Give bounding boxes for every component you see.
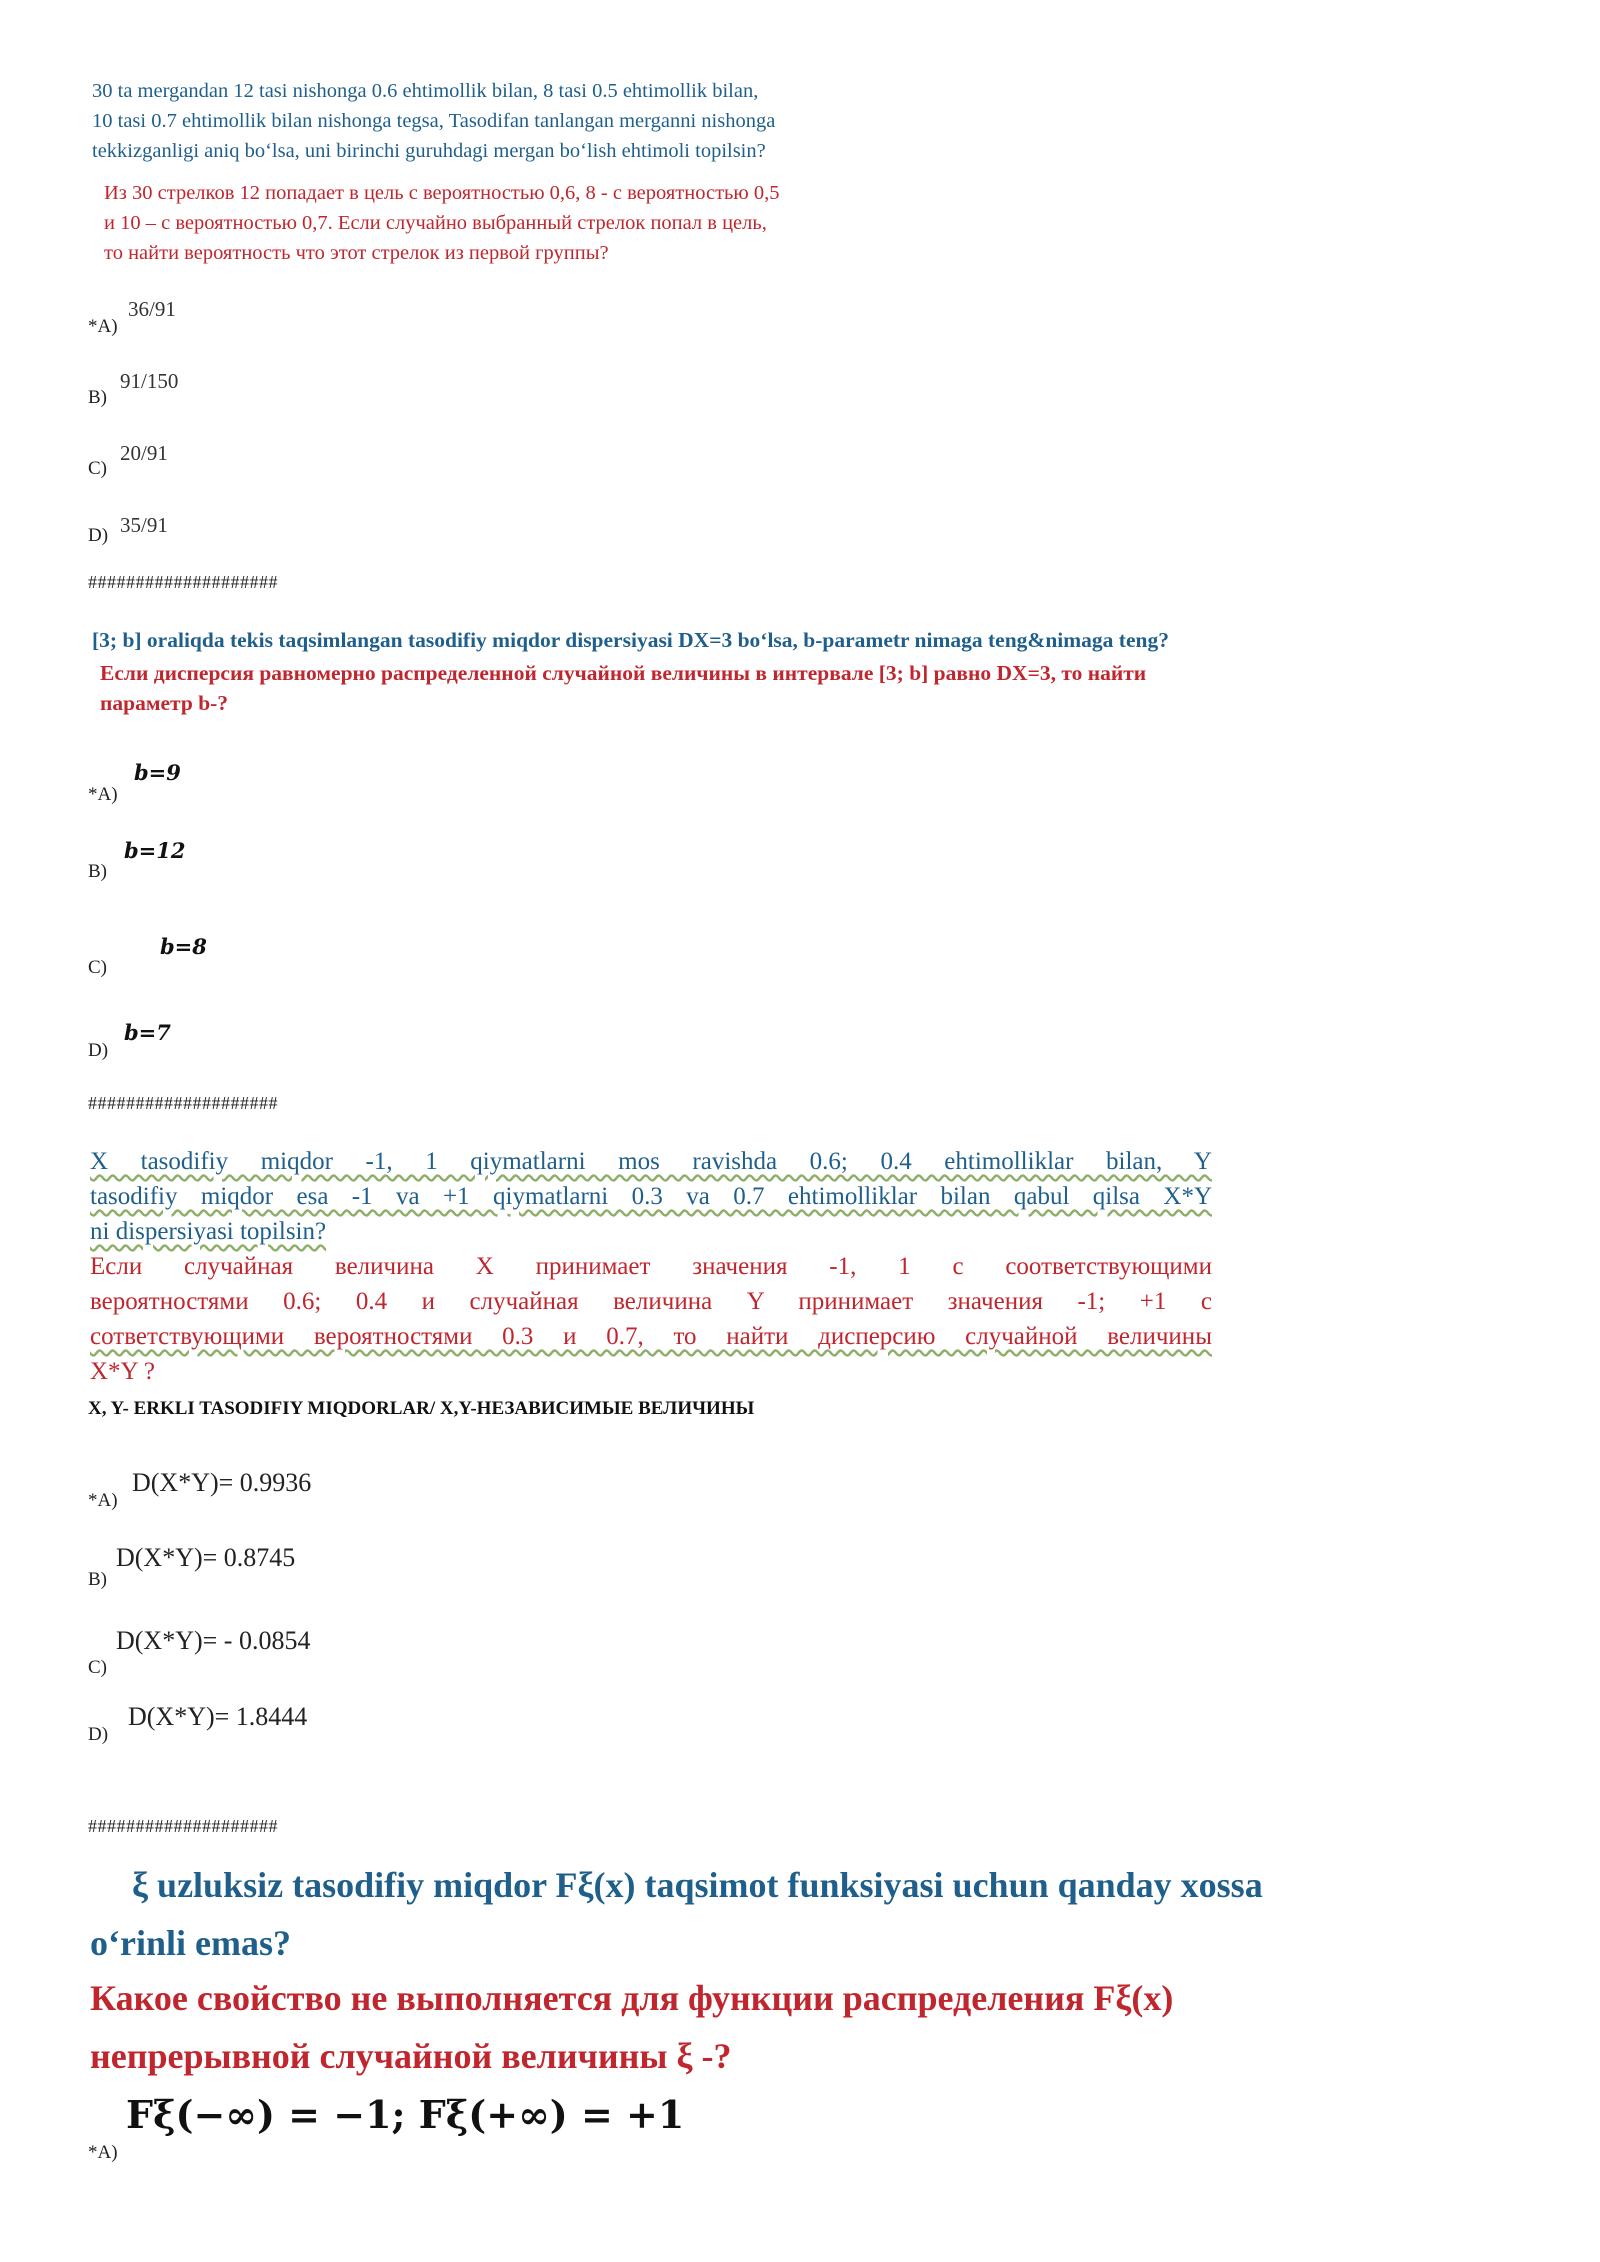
option-label: *A) — [88, 784, 118, 805]
option-answer[interactable]: 36/91 — [128, 297, 176, 321]
option-answer[interactable]: D(X*Y)= - 0.0854 — [116, 1626, 311, 1655]
q3-ru-text — [90, 1249, 1212, 1389]
q1-uz-line: 10 tasi 0.7 ehtimollik bilan nishonga tegsa, Tasodifan tanlangan merganni nishonga — [92, 110, 776, 132]
option-answer[interactable]: 91/150 — [120, 369, 179, 393]
q3-uz-text — [90, 1144, 1212, 1249]
q4-uz-text: ξ uzluksiz tasodifiy miqdor Fξ(x) taqsimot funksiyasi uchun qanday xossa — [132, 1865, 1263, 1905]
q1-ru-line: и 10 – с вероятностью 0,7. Если случайно выбранный стрелок попал в цель, — [104, 212, 767, 234]
q2-ru-text — [100, 658, 1146, 718]
q1-ru-line: Из 30 стрелков 12 попадает в цель с вероятностью 0,6, 8 - с вероятностью 0,5 — [104, 182, 780, 204]
question-separator: #################### — [88, 1093, 278, 1113]
option-label: *A) — [88, 1490, 118, 1511]
q4-uz-text: o‘rinli emas? — [90, 1923, 291, 1963]
option-answer[interactable]: b=7 — [124, 1020, 171, 1045]
q3-note: X, Y- ERKLI TASODIFIY MIQDORLAR/ X,Y-НЕЗАВИСИМЫЕ ВЕЛИЧИНЫ — [88, 1398, 755, 1419]
option-label: B) — [88, 861, 107, 882]
q1-uz-line: tekkizganligi aniq bo‘lsa, uni birinchi guruhdagi mergan bo‘lish ehtimoli topilsin? — [92, 140, 766, 162]
option-answer[interactable]: Fξ(−∞) = −1; Fξ(+∞) = +1 — [126, 2092, 685, 2137]
option-answer[interactable]: 20/91 — [120, 441, 168, 465]
option-label: C) — [88, 957, 107, 978]
q2-uz-text: [3; b] oraliqda tekis taqsimlangan tasodifiy miqdor dispersiyasi DX=3 bo‘lsa, b-parametr nimaga teng&nimaga teng? — [92, 628, 1169, 652]
q2-ru-line: Если дисперсия равномерно распределенной случайной величины в интервале [3; b] равно DX=3, то найти — [100, 661, 1147, 685]
option-label: C) — [88, 1657, 107, 1678]
option-label: *A) — [88, 2142, 118, 2163]
option-label: D) — [88, 1040, 109, 1061]
q4-ru-text: Какое свойство не выполняется для функции распределения Fξ(x) — [90, 1978, 1174, 2018]
option-answer[interactable]: b=9 — [134, 760, 181, 785]
option-label: B) — [88, 1569, 107, 1590]
option-label: B) — [88, 387, 107, 408]
option-answer[interactable]: 35/91 — [120, 513, 168, 537]
question-separator: #################### — [88, 1816, 278, 1836]
q3-ru-line: вероятностями 0.6; 0.4 и случайная величина Y принимает значения -1; +1 с — [90, 1288, 1212, 1315]
option-answer[interactable]: D(X*Y)= 1.8444 — [128, 1702, 308, 1731]
q1-uz-text — [92, 76, 775, 166]
q1-uz-line: 30 ta mergandan 12 tasi nishonga 0.6 ehtimollik bilan, 8 tasi 0.5 ehtimollik bilan, — [92, 80, 759, 102]
q3-ru-line: X*Y ? — [90, 1358, 156, 1385]
q1-ru-line: то найти вероятность что этот стрелок из первой группы? — [104, 242, 609, 264]
q1-ru-text — [104, 178, 779, 268]
option-label: C) — [88, 458, 107, 479]
q4-ru-text: непрерывной случайной величины ξ -? — [90, 2036, 732, 2076]
q3-ru-line: сответствующими вероятностями 0.3 и 0.7, то найти дисперсию случайной величины — [90, 1323, 1212, 1350]
q2-ru-line: параметр b-? — [100, 691, 229, 715]
q3-uz-line: tasodifiy miqdor esa -1 va +1 qiymatlarni 0.3 va 0.7 ehtimolliklar bilan qabul qilsa X*Y — [90, 1183, 1212, 1210]
q3-uz-line: ni dispersiyasi topilsin? — [90, 1218, 327, 1245]
option-label: *A) — [88, 316, 118, 337]
option-answer[interactable]: b=12 — [124, 838, 186, 863]
option-label: D) — [88, 525, 109, 546]
q3-uz-line: X tasodifiy miqdor -1, 1 qiymatlarni mos ravishda 0.6; 0.4 ehtimolliklar bilan, Y — [90, 1148, 1212, 1175]
option-answer[interactable]: b=8 — [160, 934, 207, 959]
option-answer[interactable]: D(X*Y)= 0.9936 — [132, 1468, 312, 1497]
q3-ru-line: Если случайная величина X принимает значения -1, 1 с соответствующими — [90, 1253, 1212, 1280]
option-label: D) — [88, 1724, 109, 1745]
option-answer[interactable]: D(X*Y)= 0.8745 — [116, 1543, 296, 1572]
question-separator: #################### — [88, 572, 278, 592]
